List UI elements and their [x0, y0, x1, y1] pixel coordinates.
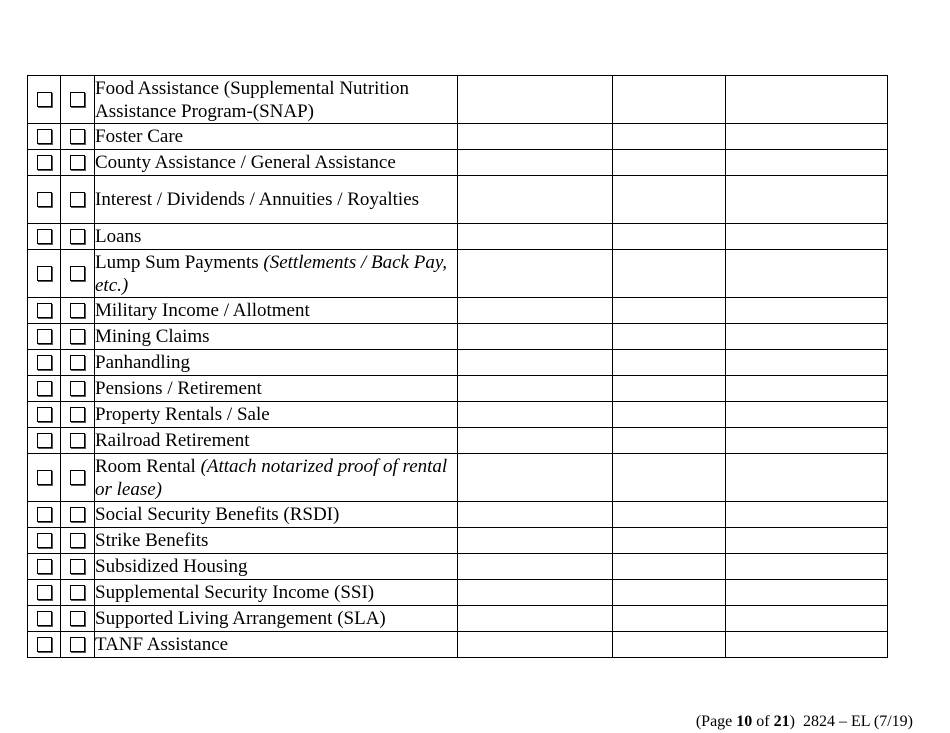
income-source-text: Lump Sum Payments — [95, 251, 264, 273]
checkbox-no[interactable] — [70, 355, 85, 370]
table-row — [28, 528, 888, 554]
income-source-text: Panhandling — [95, 351, 190, 373]
entry-cell-amount[interactable] — [458, 376, 613, 402]
checkbox-cell-no — [61, 528, 95, 554]
entry-cell-frequency[interactable] — [613, 554, 726, 580]
checkbox-cell-yes — [28, 250, 61, 298]
income-source-label — [95, 554, 458, 580]
entry-cell-frequency[interactable] — [613, 580, 726, 606]
table-row — [28, 298, 888, 324]
footer-form-number: 2824 – EL (7/19) — [802, 713, 913, 730]
checkbox-cell-yes — [28, 224, 61, 250]
table-row — [28, 250, 888, 298]
entry-cell-amount[interactable] — [458, 350, 613, 376]
income-source-text: Supported Living Arrangement (SLA) — [95, 607, 386, 629]
income-source-text: Railroad Retirement — [95, 429, 250, 451]
footer-page-number: 10 — [736, 713, 753, 730]
entry-cell-who[interactable] — [726, 580, 888, 606]
income-source-label — [95, 428, 458, 454]
entry-cell-amount[interactable] — [458, 454, 613, 502]
checkbox-cell-yes — [28, 76, 61, 124]
checkbox-no[interactable] — [70, 637, 85, 652]
entry-cell-amount[interactable] — [458, 176, 613, 224]
entry-cell-amount[interactable] — [458, 528, 613, 554]
table-row — [28, 454, 888, 502]
checkbox-yes[interactable] — [37, 407, 52, 422]
income-source-text: Interest / Dividends / Annuities / Royalties — [95, 189, 420, 210]
checkbox-cell-no — [61, 376, 95, 402]
entry-cell-frequency[interactable] — [613, 324, 726, 350]
entry-cell-amount[interactable] — [458, 632, 613, 658]
income-source-label — [95, 298, 458, 324]
income-source-label — [95, 76, 458, 124]
income-source-text: TANF Assistance — [95, 633, 229, 655]
income-source-text: Social Security Benefits (RSDI) — [95, 503, 340, 525]
checkbox-yes[interactable] — [37, 470, 52, 485]
income-source-label — [95, 402, 458, 428]
entry-cell-who[interactable] — [726, 376, 888, 402]
checkbox-cell-yes — [28, 580, 61, 606]
checkbox-cell-no — [61, 324, 95, 350]
footer-of: of — [752, 713, 774, 730]
table-row — [28, 580, 888, 606]
checkbox-cell-no — [61, 124, 95, 150]
table-row — [28, 224, 888, 250]
checkbox-no[interactable] — [70, 433, 85, 448]
income-source-text: Mining Claims — [95, 325, 210, 347]
checkbox-cell-no — [61, 224, 95, 250]
checkbox-cell-no — [61, 632, 95, 658]
checkbox-cell-yes — [28, 428, 61, 454]
table-row — [28, 502, 888, 528]
checkbox-no[interactable] — [70, 129, 85, 144]
checkbox-cell-yes — [28, 554, 61, 580]
entry-cell-who[interactable] — [726, 554, 888, 580]
income-source-label — [95, 528, 458, 554]
entry-cell-frequency[interactable] — [613, 502, 726, 528]
entry-cell-amount[interactable] — [458, 150, 613, 176]
entry-cell-amount[interactable] — [458, 606, 613, 632]
entry-cell-frequency[interactable] — [613, 350, 726, 376]
entry-cell-frequency[interactable] — [613, 428, 726, 454]
entry-cell-who[interactable] — [726, 402, 888, 428]
checkbox-yes[interactable] — [37, 559, 52, 574]
entry-cell-who[interactable] — [726, 76, 888, 124]
entry-cell-who[interactable] — [726, 124, 888, 150]
entry-cell-who[interactable] — [726, 528, 888, 554]
checkbox-cell-no — [61, 580, 95, 606]
checkbox-cell-no — [61, 76, 95, 124]
checkbox-yes[interactable] — [37, 637, 52, 652]
checkbox-yes[interactable] — [37, 381, 52, 396]
entry-cell-amount[interactable] — [458, 580, 613, 606]
entry-cell-frequency[interactable] — [613, 528, 726, 554]
entry-cell-amount[interactable] — [458, 298, 613, 324]
income-source-text: County Assistance / General Assistance — [95, 151, 396, 173]
checkbox-no[interactable] — [70, 611, 85, 626]
income-source-text: Military Income / Allotment — [95, 299, 310, 321]
page-footer — [696, 713, 913, 731]
entry-cell-frequency[interactable] — [613, 606, 726, 632]
entry-cell-frequency[interactable] — [613, 402, 726, 428]
entry-cell-frequency[interactable] — [613, 176, 726, 224]
table-row — [28, 428, 888, 454]
entry-cell-who[interactable] — [726, 150, 888, 176]
income-source-label — [95, 150, 458, 176]
checkbox-no[interactable] — [70, 533, 85, 548]
entry-cell-frequency[interactable] — [613, 224, 726, 250]
table-row — [28, 124, 888, 150]
entry-cell-who[interactable] — [726, 250, 888, 298]
entry-cell-who[interactable] — [726, 298, 888, 324]
income-source-text: Room Rental — [95, 455, 201, 477]
income-source-text: Property Rentals / Sale — [95, 403, 270, 425]
income-source-note: (Settlements / Back Pay, etc.) — [95, 251, 447, 296]
income-source-label — [95, 606, 458, 632]
income-source-label — [95, 250, 458, 298]
checkbox-cell-yes — [28, 124, 61, 150]
checkbox-no[interactable] — [70, 585, 85, 600]
entry-cell-who[interactable] — [726, 176, 888, 224]
checkbox-cell-no — [61, 502, 95, 528]
checkbox-yes[interactable] — [37, 303, 52, 318]
entry-cell-who[interactable] — [726, 224, 888, 250]
checkbox-cell-yes — [28, 150, 61, 176]
entry-cell-amount[interactable] — [458, 124, 613, 150]
income-sources-table — [27, 75, 888, 658]
checkbox-no[interactable] — [70, 229, 85, 244]
checkbox-cell-no — [61, 350, 95, 376]
entry-cell-frequency[interactable] — [613, 250, 726, 298]
income-source-label — [95, 580, 458, 606]
checkbox-no[interactable] — [70, 192, 85, 207]
entry-cell-who[interactable] — [726, 502, 888, 528]
checkbox-cell-no — [61, 150, 95, 176]
checkbox-cell-yes — [28, 528, 61, 554]
checkbox-cell-no — [61, 454, 95, 502]
checkbox-no[interactable] — [70, 155, 85, 170]
checkbox-no[interactable] — [70, 559, 85, 574]
checkbox-yes[interactable] — [37, 129, 52, 144]
entry-cell-frequency[interactable] — [613, 454, 726, 502]
table-row — [28, 76, 888, 124]
checkbox-cell-yes — [28, 632, 61, 658]
income-source-text: Loans — [95, 225, 142, 247]
table-row — [28, 402, 888, 428]
entry-cell-who[interactable] — [726, 454, 888, 502]
checkbox-cell-yes — [28, 298, 61, 324]
checkbox-yes[interactable] — [37, 229, 52, 244]
checkbox-cell-yes — [28, 402, 61, 428]
income-source-text: Food Assistance (Supplemental Nutrition Assistance Program-(SNAP) — [95, 77, 410, 122]
income-source-label — [95, 454, 458, 502]
income-source-text: Foster Care — [95, 125, 184, 147]
footer-open: (Page — [695, 713, 737, 730]
entry-cell-amount[interactable] — [458, 554, 613, 580]
checkbox-cell-no — [61, 402, 95, 428]
income-source-label — [95, 502, 458, 528]
table-row — [28, 324, 888, 350]
entry-cell-amount[interactable] — [458, 76, 613, 124]
checkbox-cell-yes — [28, 350, 61, 376]
entry-cell-frequency[interactable] — [613, 150, 726, 176]
income-source-label — [95, 632, 458, 658]
income-source-label — [95, 324, 458, 350]
checkbox-cell-no — [61, 298, 95, 324]
entry-cell-frequency[interactable] — [613, 76, 726, 124]
checkbox-yes[interactable] — [37, 192, 52, 207]
entry-cell-who[interactable] — [726, 324, 888, 350]
checkbox-yes[interactable] — [37, 507, 52, 522]
checkbox-no[interactable] — [70, 303, 85, 318]
checkbox-cell-yes — [28, 606, 61, 632]
footer-page-total: 21 — [773, 713, 790, 730]
checkbox-cell-yes — [28, 454, 61, 502]
checkbox-cell-no — [61, 176, 95, 224]
checkbox-cell-no — [61, 428, 95, 454]
entry-cell-frequency[interactable] — [613, 298, 726, 324]
income-source-label — [95, 376, 458, 402]
table-row — [28, 350, 888, 376]
checkbox-cell-yes — [28, 502, 61, 528]
checkbox-no[interactable] — [70, 381, 85, 396]
entry-cell-amount[interactable] — [458, 250, 613, 298]
income-source-text: Pensions / Retirement — [95, 377, 262, 399]
table-row — [28, 606, 888, 632]
income-source-note: (Attach notarized proof of rental or lease) — [95, 455, 448, 500]
checkbox-no[interactable] — [70, 470, 85, 485]
table-row — [28, 554, 888, 580]
checkbox-cell-no — [61, 250, 95, 298]
entry-cell-amount[interactable] — [458, 402, 613, 428]
checkbox-yes[interactable] — [37, 92, 52, 107]
checkbox-yes[interactable] — [37, 433, 52, 448]
entry-cell-frequency[interactable] — [613, 632, 726, 658]
table-row — [28, 150, 888, 176]
entry-cell-amount[interactable] — [458, 502, 613, 528]
income-source-label — [95, 350, 458, 376]
entry-cell-amount[interactable] — [458, 224, 613, 250]
income-source-text: Strike Benefits — [95, 529, 209, 551]
table-row — [28, 176, 888, 224]
checkbox-yes[interactable] — [37, 266, 52, 281]
table-row — [28, 632, 888, 658]
checkbox-cell-no — [61, 554, 95, 580]
checkbox-yes[interactable] — [37, 611, 52, 626]
entry-cell-amount[interactable] — [458, 428, 613, 454]
checkbox-yes[interactable] — [37, 329, 52, 344]
checkbox-yes[interactable] — [37, 585, 52, 600]
entry-cell-who[interactable] — [726, 350, 888, 376]
income-source-text: Subsidized Housing — [95, 555, 248, 577]
income-source-text: Supplemental Security Income (SSI) — [95, 581, 375, 603]
checkbox-cell-no — [61, 606, 95, 632]
checkbox-no[interactable] — [70, 92, 85, 107]
entry-cell-who[interactable] — [726, 428, 888, 454]
checkbox-cell-yes — [28, 376, 61, 402]
entry-cell-who[interactable] — [726, 606, 888, 632]
table-row — [28, 376, 888, 402]
footer-close: ) — [789, 713, 795, 730]
income-source-label — [95, 124, 458, 150]
income-source-label — [95, 176, 458, 224]
checkbox-yes[interactable] — [37, 155, 52, 170]
checkbox-no[interactable] — [70, 407, 85, 422]
entry-cell-frequency[interactable] — [613, 124, 726, 150]
entry-cell-who[interactable] — [726, 632, 888, 658]
checkbox-no[interactable] — [70, 329, 85, 344]
checkbox-yes[interactable] — [37, 533, 52, 548]
entry-cell-amount[interactable] — [458, 324, 613, 350]
checkbox-cell-yes — [28, 176, 61, 224]
checkbox-no[interactable] — [70, 507, 85, 522]
checkbox-cell-yes — [28, 324, 61, 350]
income-sources-body — [28, 76, 888, 658]
checkbox-no[interactable] — [70, 266, 85, 281]
entry-cell-frequency[interactable] — [613, 376, 726, 402]
checkbox-yes[interactable] — [37, 355, 52, 370]
income-source-label — [95, 224, 458, 250]
